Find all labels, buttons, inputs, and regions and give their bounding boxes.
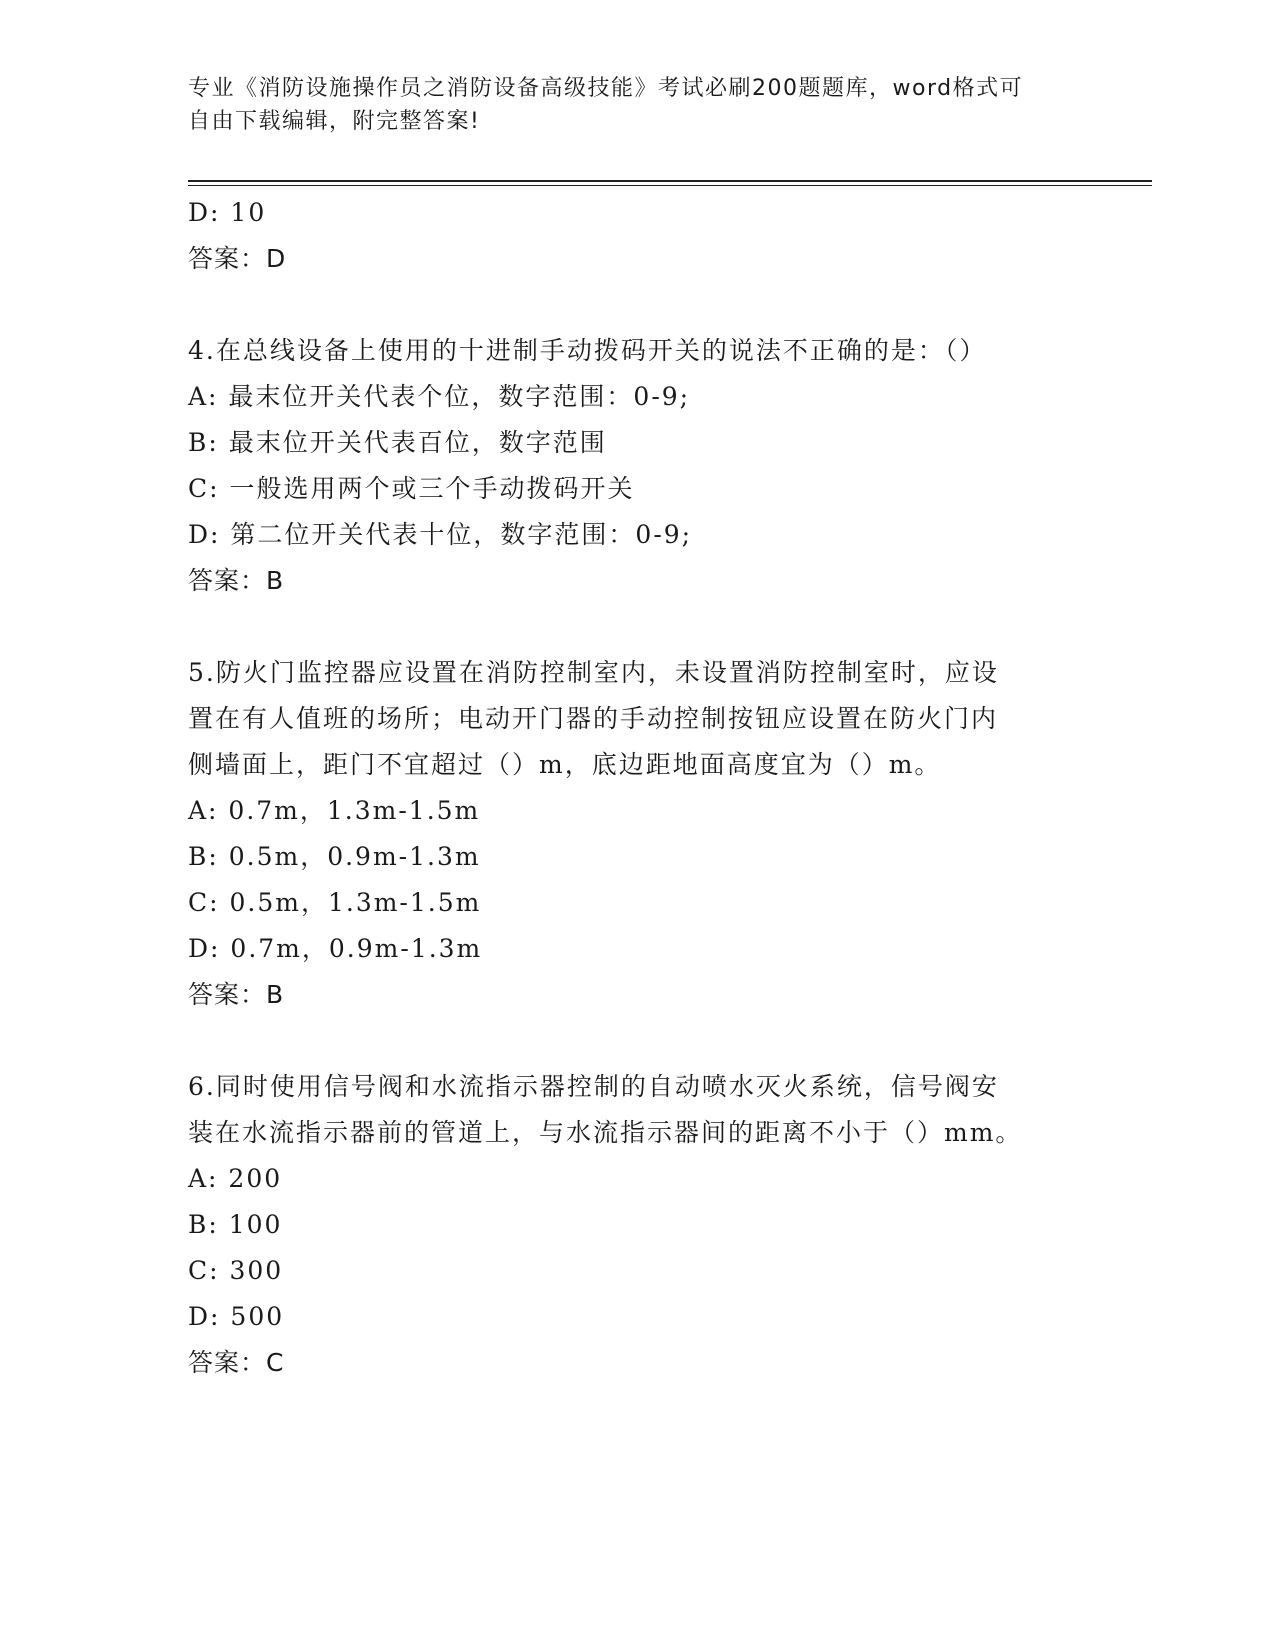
option-c: C: 300 [188,1256,284,1285]
option-a: A: 最末位开关代表个位，数字范围：0-9; [188,382,691,411]
question-stem-line-1: 5.防火门监控器应设置在消防控制室内，未设置消防控制室时，应设 [188,658,999,687]
header-line-1: 专业《消防设施操作员之消防设备高级技能》考试必刷200题题库，word格式可 [188,76,1024,101]
option-b: B: 0.5m，0.9m-1.3m [188,842,481,871]
option-d: D: 10 [188,198,267,227]
answer-line: 答案：D [188,244,287,273]
document-body [188,190,1088,1386]
page-header [188,72,1068,138]
header-rule-thick [188,180,1152,182]
option-b: B: 最末位开关代表百位，数字范围 [188,428,607,457]
answer-line: 答案：B [188,566,285,595]
header-line-2: 自由下载编辑，附完整答案! [188,109,481,134]
question-6 [188,1064,1088,1386]
answer-line: 答案：B [188,980,285,1009]
question-stem-line-2: 装在水流指示器前的管道上，与水流指示器间的距离不小于（）mm。 [188,1118,1023,1147]
question-stem-line-1: 6.同时使用信号阀和水流指示器控制的自动喷水灭火系统，信号阀安 [188,1072,999,1101]
option-d: D: 0.7m，0.9m-1.3m [188,934,483,963]
option-a: A: 200 [188,1164,283,1193]
question-stem-line-2: 置在有人值班的场所；电动开门器的手动控制按钮应设置在防火门内 [188,704,999,733]
spacer [188,604,1088,650]
option-c: C: 一般选用两个或三个手动拨码开关 [188,474,635,503]
question-5 [188,650,1088,1018]
header-rule-thin [188,185,1152,186]
question-stem-line-3: 侧墙面上，距门不宜超过（）m，底边距地面高度宜为（）m。 [188,750,942,779]
question-stem: 4.在总线设备上使用的十进制手动拨码开关的说法不正确的是：（） [188,336,987,365]
option-c: C: 0.5m，1.3m-1.5m [188,888,482,917]
spacer [188,1018,1088,1064]
option-b: B: 100 [188,1210,283,1239]
option-a: A: 0.7m，1.3m-1.5m [188,796,481,825]
question-4 [188,328,1088,604]
option-d: D: 第二位开关代表十位，数字范围：0-9; [188,520,693,549]
option-d: D: 500 [188,1302,285,1331]
spacer [188,282,1088,328]
answer-line: 答案：C [188,1348,285,1377]
previous-question-tail [188,190,1088,282]
